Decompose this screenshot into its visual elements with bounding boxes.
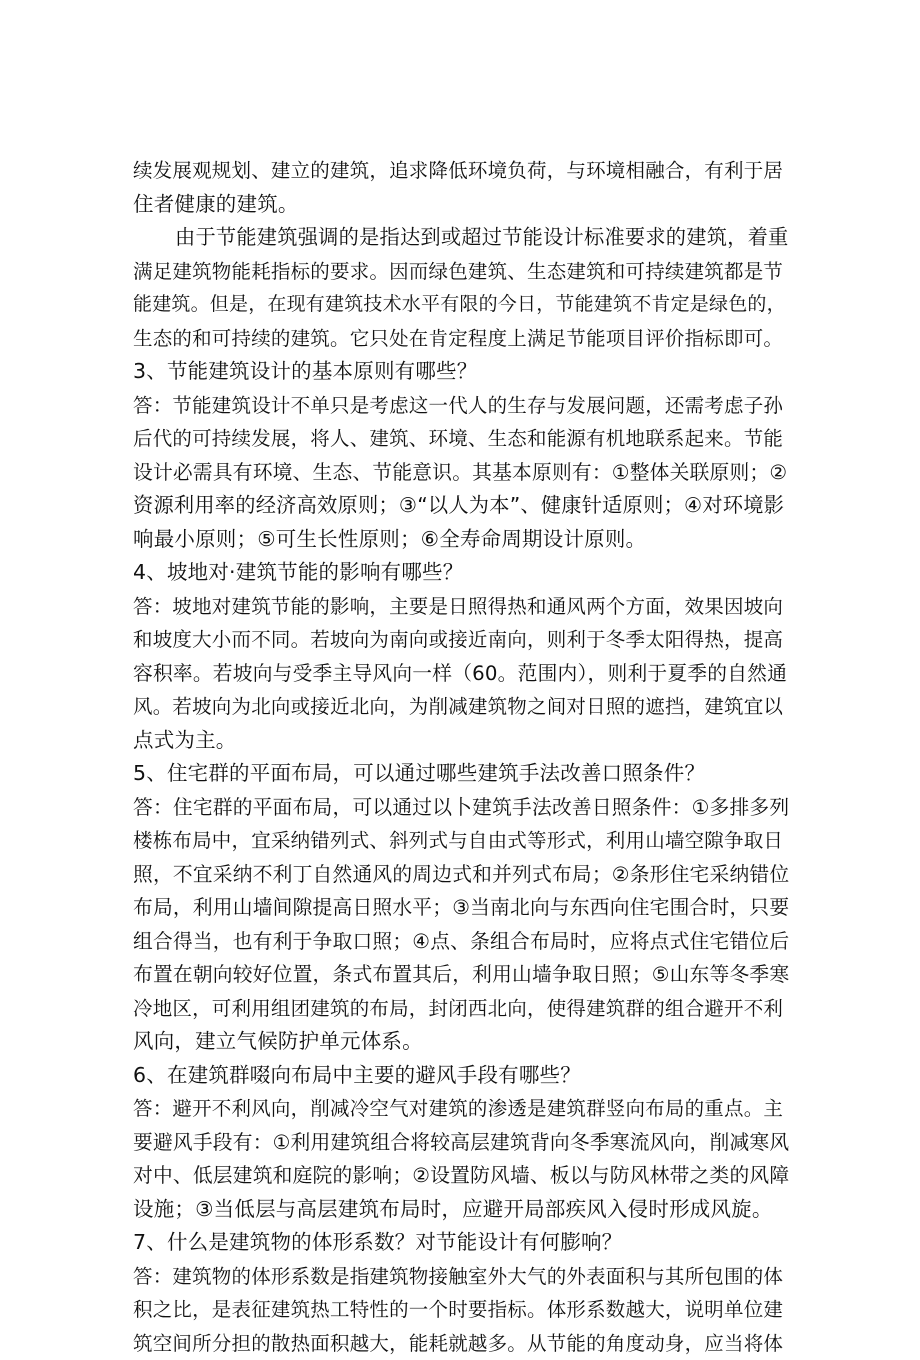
text-line: 和坡度大小而不同。若坡向为南向或接近南向，则利于冬季太阳得热，提高 <box>133 623 789 657</box>
text-line: 风向，建立气候防护单元体系。 <box>133 1025 789 1059</box>
text-line: 点式为主。 <box>133 724 789 758</box>
text-line: 答：建筑物的体形系数是指建筑物接触室外大气的外表面积与其所包围的体 <box>133 1260 789 1294</box>
text-line: 筑空间所分担的散热面积越大，能耗就越多。从节能的角度动身，应当将体 <box>133 1327 789 1360</box>
text-line: 能建筑。但是，在现有建筑技术水平有限的今日，节能建筑不肯定是绿色的， <box>133 288 789 322</box>
text-line: 7、什么是建筑物的体形系数？对节能设计有何膨响？ <box>133 1226 789 1260</box>
text-line: 设施；③当低层与高层建筑布局时，应避开局部疾风入侵时形成风旋。 <box>133 1193 789 1227</box>
text-line: 积之比，是表征建筑热工特性的一个时要指标。体形系数越大，说明单位建 <box>133 1293 789 1327</box>
text-line: 容积率。若坡向与受季主导风向一样（60。范围内），则利于夏季的自然通 <box>133 657 789 691</box>
text-line: 答：避开不利风向，削减冷空气对建筑的渗透是建筑群竖向布局的重点。主 <box>133 1092 789 1126</box>
text-line: 后代的可持续发展，将人、建筑、环境、生态和能源有机地联系起来。节能 <box>133 422 789 456</box>
text-line: 响最小原则；⑤可生长性原则；⑥全寿命周期设计原则。 <box>133 523 789 557</box>
text-line: 答：节能建筑设计不单只是考虑这一代人的生存与发展问题，还需考虑子孙 <box>133 389 789 423</box>
text-line: 4、坡地对·建筑节能的影响有哪些？ <box>133 556 789 590</box>
text-line: 对中、低层建筑和庭院的影响；②设置防风墙、板以与防风林带之类的风障 <box>133 1159 789 1193</box>
text-line: 照，不宜采纳不利丁自然通风的周边式和并列式布局；②条形住宅采纳错位 <box>133 858 789 892</box>
text-line: 6、在建筑群啜向布局中主要的避风手段有哪些？ <box>133 1059 789 1093</box>
text-line: 3、节能建筑设计的基本原则有哪些？ <box>133 355 789 389</box>
text-line: 冷地区，可利用组团建筑的布局，封闭西北向，使得建筑群的组合避开不利 <box>133 992 789 1026</box>
text-line: 设计必需具有环境、生态、节能意识。其基本原则有：①整体关联原则；② <box>133 456 789 490</box>
text-line: 满足建筑物能耗指标的要求。因而绿色建筑、生态建筑和可持续建筑都是节 <box>133 255 789 289</box>
text-line: 资源利用率的经济高效原则；③“以人为本”、健康针适原则；④对环境影 <box>133 489 789 523</box>
text-line: 生态的和可持续的建筑。它只处在肯定程度上满足节能项目评价指标即可。 <box>133 322 789 356</box>
text-line: 布局，利用山墙间隙提高日照水平；③当南北向与东西向住宅围合时，只要 <box>133 891 789 925</box>
text-line: 答：坡地对建筑节能的影响，主要是日照得热和通风两个方面，效果因坡向 <box>133 590 789 624</box>
text-line: 续发展观规划、建立的建筑，追求降低环境负荷，与环境相融合，有利于居 <box>133 154 789 188</box>
text-line: 住者健康的建筑。 <box>133 188 789 222</box>
text-line: 要避风手段有：①利用建筑组合将较高层建筑背向冬季寒流风向，削减寒风 <box>133 1126 789 1160</box>
text-line: 布置在朝向较好位置，条式布置其后，利用山墙争取日照；⑤山东等冬季寒 <box>133 958 789 992</box>
text-line: 楼栋布局中，宜采纳错列式、斜列式与自由式等形式，利用山墙空隙争取日 <box>133 824 789 858</box>
document-body <box>133 154 789 1360</box>
text-line: 由于节能建筑强调的是指达到或超过节能设计标准要求的建筑，着重 <box>133 221 789 255</box>
text-line: 组合得当，也有利于争取口照；④点、条组合布局时，应将点式住宅错位后 <box>133 925 789 959</box>
text-line: 答：住宅群的平面布局，可以通过以卜建筑手法改善日照条件：①多排多列 <box>133 791 789 825</box>
text-line: 5、住宅群的平面布局，可以通过哪些建筑手法改善口照条件？ <box>133 757 789 791</box>
text-line: 风。若坡向为北向或接近北向，为削减建筑物之间对日照的遮挡，建筑宜以 <box>133 690 789 724</box>
